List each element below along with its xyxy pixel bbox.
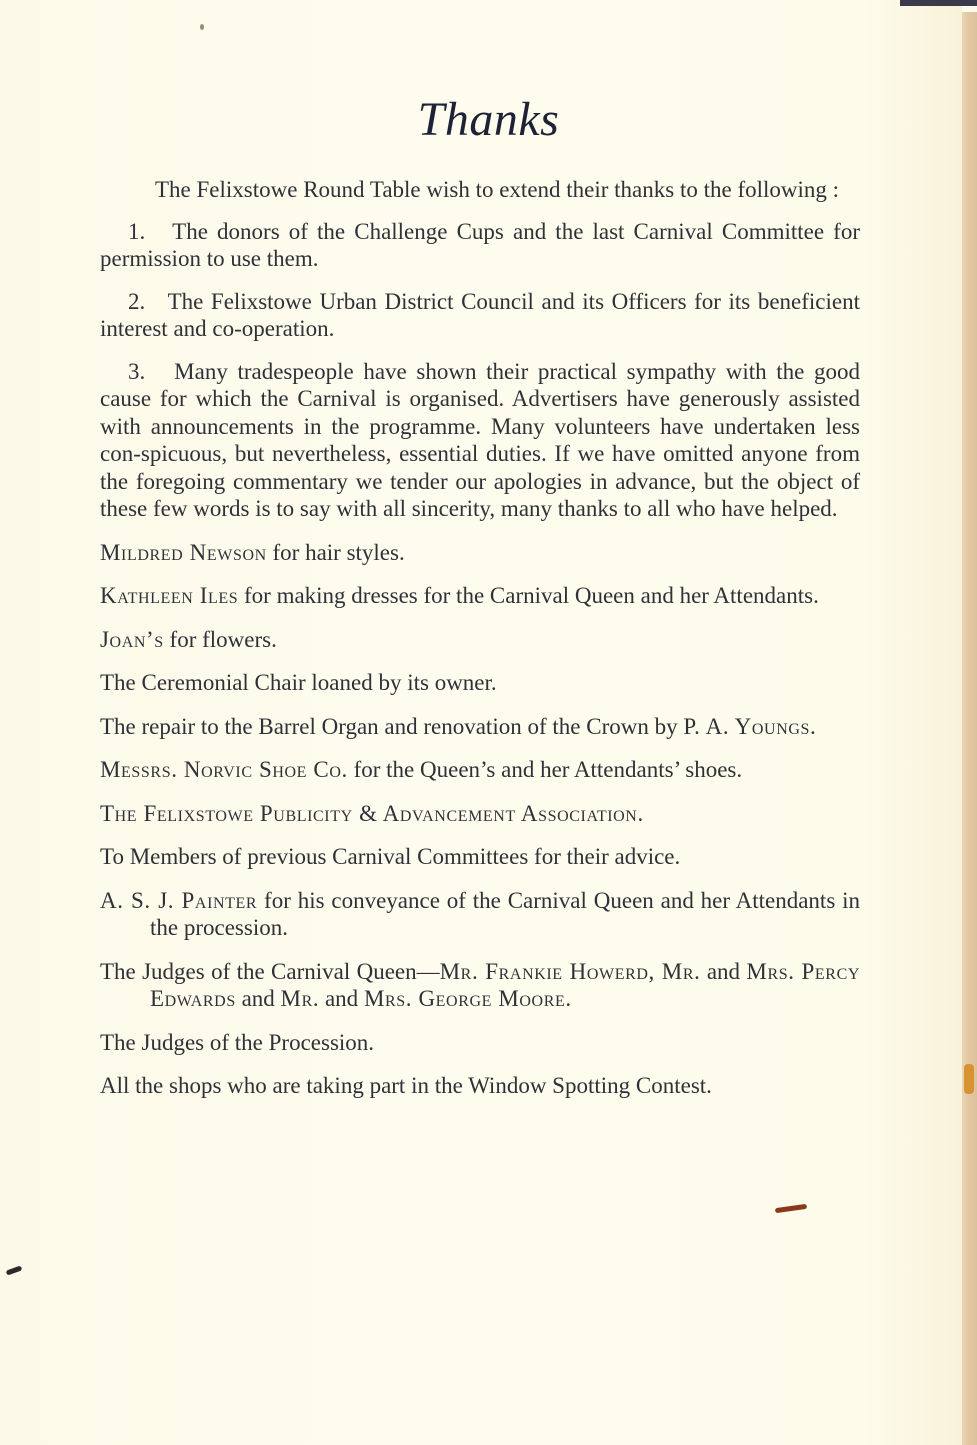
credit-connector: and: [319, 986, 364, 1011]
thanks-body: [100, 176, 860, 1116]
credit-entry: [100, 843, 860, 871]
item-text: The Felixstowe Urban District Council and its Officers for its beneficient interest and co-operation.: [100, 288, 860, 341]
credit-text: for hair styles.: [266, 539, 405, 565]
credit-text: The Judges of the Procession.: [100, 1029, 375, 1055]
credit-text: for his conveyance of the Carnival Queen and her Attendants in the procession.: [150, 887, 860, 940]
credit-text: for flowers.: [163, 626, 277, 652]
credit-entry: [100, 539, 860, 567]
credit-text: for the Queen’s and her Attendants’ shoes.: [347, 757, 743, 782]
page-title: Thanks: [417, 93, 560, 146]
credit-text: .: [637, 800, 644, 826]
ink-mark: [200, 24, 204, 30]
credit-entry: [100, 800, 860, 828]
item-number: 1.: [128, 218, 146, 244]
credit-name: Messrs. Norvic Shoe Co.: [100, 757, 348, 782]
credit-entry: [100, 887, 860, 942]
numbered-item: [100, 288, 860, 343]
stain-mark: [964, 1064, 974, 1094]
item-text: Many tradespeople have shown their practical sympathy with the good cause for which the Carnival is organised. Advertisers have generously assisted with announcements in the programme. Many volunteers have undertaken less con-spicuous, but nevertheless, essential duties. If we have omitted anyone from the foregoing commentary we tender our apologies in advance, but the object of these few words is to say with all sincerity, many thanks to all who have helped.: [100, 358, 861, 521]
credit-prefix: The repair to the Barrel Organ and renovation of the Crown by: [100, 713, 684, 739]
credit-name: A. S. J. Painter: [100, 887, 258, 913]
credit-name: Kathleen Iles: [100, 583, 239, 608]
item-number: 3.: [128, 358, 146, 384]
credit-name: Mildred Newson: [100, 539, 267, 565]
credit-text: .: [565, 986, 572, 1011]
background-strip: [900, 0, 977, 6]
credit-text: The Ceremonial Chair loaned by its owner.: [100, 670, 497, 695]
item-text: The donors of the Challenge Cups and the last Carnival Committee for permission to use them.: [100, 218, 860, 271]
credit-text: .: [810, 713, 816, 739]
intro-paragraph: The Felixstowe Round Table wish to extend their thanks to the following :: [155, 177, 840, 202]
credit-text: All the shops who are taking part in the Window Spotting Contest.: [100, 1073, 712, 1098]
credit-connector: and: [700, 958, 747, 984]
credit-entry: [100, 582, 860, 610]
credit-name: Mrs. Percy Edwards: [150, 958, 860, 1011]
numbered-item: [100, 358, 860, 523]
credit-name: The Felixstowe Publicity & Advancement Association: [100, 800, 638, 826]
credit-entry: [100, 669, 860, 697]
credit-entry: [100, 958, 860, 1013]
credit-text: To Members of previous Carnival Committees for their advice.: [100, 844, 681, 869]
credit-entry: [100, 626, 860, 654]
credit-prefix: The Judges of the Carnival Queen—: [100, 958, 440, 984]
credit-text: for making dresses for the Carnival Queen and her Attendants.: [238, 583, 819, 608]
credit-name: Joan’s: [100, 626, 164, 652]
item-number: 2.: [128, 288, 146, 314]
credit-entry: [100, 756, 860, 784]
credit-entry: [100, 1029, 860, 1057]
credit-entry: [100, 713, 860, 741]
credit-name: P. A. Youngs: [683, 713, 811, 739]
numbered-item: [100, 218, 860, 273]
page-edge: [962, 12, 977, 1445]
credit-name: Mr.: [280, 986, 320, 1011]
credit-name: Mrs. George Moore: [363, 986, 566, 1011]
credit-name: Mr. Frankie Howerd, Mr.: [439, 958, 701, 984]
credit-entry: [100, 1072, 860, 1100]
credit-connector: and: [235, 986, 281, 1011]
